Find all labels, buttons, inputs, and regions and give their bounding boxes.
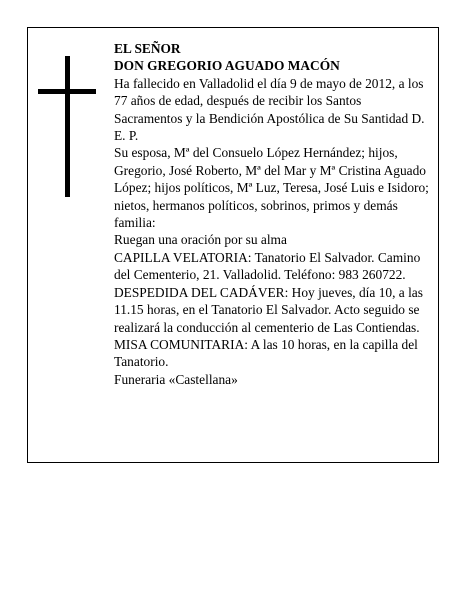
obituary-text xyxy=(114,40,432,388)
farewell-info: DESPEDIDA DEL CADÁVER: Hoy jueves, día 10, a las 11.15 horas, en el Tanatorio El Salvador. Acto seguido se realizará la conducción al cementerio de Las Contiendas. xyxy=(114,284,423,335)
cross-icon xyxy=(38,56,96,197)
deceased-name: DON GREGORIO AGUADO MACÓN xyxy=(114,58,340,74)
prayer-request: Ruegan una oración por su alma xyxy=(114,232,287,248)
obituary-notice xyxy=(27,27,439,463)
funeral-home: Funeraria «Castellana» xyxy=(114,371,238,387)
death-paragraph: Ha fallecido en Valladolid el día 9 de mayo de 2012, a los 77 años de edad, después de recibir los Santos Sacramentos y la Bendición Apostólica de Su Santidad D. E. P. xyxy=(114,75,425,144)
cross-horizontal-bar xyxy=(38,89,96,94)
notice-heading: EL SEÑOR xyxy=(114,41,181,56)
mass-info: MISA COMUNITARIA: A las 10 horas, en la capilla del Tanatorio. xyxy=(114,336,418,370)
chapel-info: CAPILLA VELATORIA: Tanatorio El Salvador. Camino del Cementerio, 21. Valladolid. Teléfono: 983 260722. xyxy=(114,249,421,283)
cross-vertical-bar xyxy=(65,56,70,197)
family-paragraph: Su esposa, Mª del Consuelo López Hernández; hijos, Gregorio, José Roberto, Mª del Mar y Mª Cristina Aguado López; hijos políticos, Mª Luz, Teresa, José Luis e Isidoro; nietos, hermanos políticos, sobrinos, primos y demás familia: xyxy=(114,145,429,231)
